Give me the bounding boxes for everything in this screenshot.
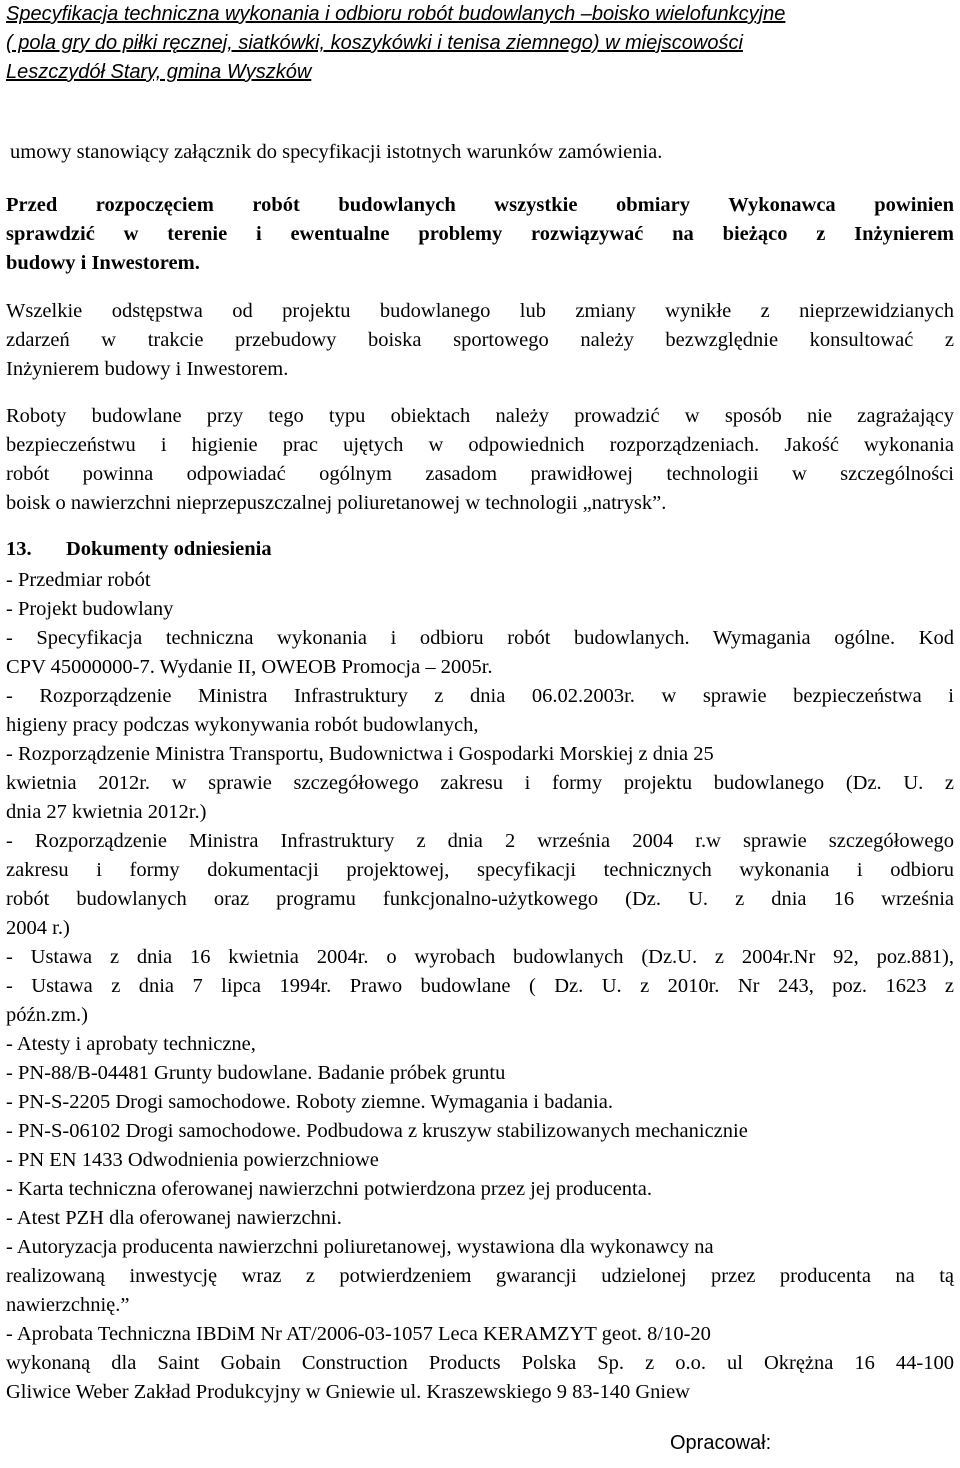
section-title: Dokumenty odniesienia xyxy=(66,538,272,560)
document-list-item: higieny pracy podczas wykonywania robót budowlanych, xyxy=(6,714,479,736)
paragraph-line: Przed rozpoczęciem robót budowlanych wszystkie obmiary Wykonawca powinien xyxy=(6,194,954,216)
document-list-item: dnia 27 kwietnia 2012r.) xyxy=(6,801,207,823)
paragraph-works xyxy=(6,402,954,518)
document-list-item: robót budowlanych oraz programu funkcjonalno-użytkowego (Dz. U. z dnia 16 września xyxy=(6,888,954,910)
document-list-item: wykonaną dla Saint Gobain Construction Products Polska Sp. z o.o. ul Okrężna 16 44-100 xyxy=(6,1352,954,1374)
paragraph-line: budowy i Inwestorem. xyxy=(6,252,200,274)
document-list-item: - Autoryzacja producenta nawierzchni poliuretanowej, wystawiona dla wykonawcy na xyxy=(6,1236,714,1258)
document-list-item: - Aprobata Techniczna IBDiM Nr AT/2006-03-1057 Leca KERAMZYT geot. 8/10-20 xyxy=(6,1323,711,1345)
section-heading xyxy=(6,538,954,561)
document-list-item: - Rozporządzenie Ministra Infrastruktury z dnia 06.02.2003r. w sprawie bezpieczeństwa i xyxy=(6,685,954,707)
paragraph-line: Inżynierem budowy i Inwestorem. xyxy=(6,358,289,380)
document-list-item: CPV 45000000-7. Wydanie II, OWEOB Promocja – 2005r. xyxy=(6,656,493,678)
document-list-item: - PN-S-06102 Drogi samochodowe. Podbudowa z kruszyw stabilizowanych mechanicznie xyxy=(6,1120,748,1142)
paragraph-line: sprawdzić w terenie i ewentualne problemy rozwiązywać na bieżąco z Inżynierem xyxy=(6,223,954,245)
document-list-item: - Rozporządzenie Ministra Infrastruktury z dnia 2 września 2004 r.w sprawie szczegółowego xyxy=(6,830,954,852)
signature-label: Opracował: xyxy=(670,1432,772,1454)
document-list-item: późn.zm.) xyxy=(6,1004,88,1026)
document-list-item: - Ustawa z dnia 16 kwietnia 2004r. o wyrobach budowlanych (Dz.U. z 2004r.Nr 92, poz.881), xyxy=(6,946,954,968)
header-line: ( pola gry do piłki ręcznej, siatkówki, koszykówki i tenisa ziemnego) w miejscowości xyxy=(6,32,743,54)
document-list-item: - PN-88/B-04481 Grunty budowlane. Badanie próbek gruntu xyxy=(6,1062,506,1084)
header-line: Leszczydół Stary, gmina Wyszków xyxy=(6,61,312,83)
document-list-item: - Specyfikacja techniczna wykonania i odbioru robót budowlanych. Wymagania ogólne. Kod xyxy=(6,627,954,649)
paragraph-line: Roboty budowlane przy tego typu obiektach należy prowadzić w sposób nie zagrażający xyxy=(6,405,954,427)
paragraph-measurements xyxy=(6,191,954,278)
document-list-item: - Przedmiar robót xyxy=(6,569,151,591)
section-number: 13. xyxy=(6,538,32,560)
document-list-item: realizowaną inwestycję wraz z potwierdzeniem gwarancji udzielonej przez producenta na tą xyxy=(6,1265,954,1287)
paragraph-line: bezpieczeństwu i higienie prac ujętych w odpowiednich rozporządzeniach. Jakość wykonania xyxy=(6,434,954,456)
document-list-item: nawierzchnię.” xyxy=(6,1294,130,1316)
paragraph-line: boisk o nawierzchni nieprzepuszczalnej poliuretanowej w technologii „natrysk”. xyxy=(6,492,667,514)
paragraph-line: zdarzeń w trakcie przebudowy boiska sportowego należy bezwzględnie konsultować z xyxy=(6,329,954,351)
intro-line: umowy stanowiący załącznik do specyfikacji istotnych warunków zamówienia. xyxy=(10,141,663,163)
document-list-item: - Atesty i aprobaty techniczne, xyxy=(6,1033,256,1055)
document-list-item: - PN EN 1433 Odwodnienia powierzchniowe xyxy=(6,1149,379,1171)
document-list-item: - Karta techniczna oferowanej nawierzchni potwierdzona przez jej producenta. xyxy=(6,1178,652,1200)
document-list-item: kwietnia 2012r. w sprawie szczegółowego zakresu i formy projektu budowlanego (Dz. U. z xyxy=(6,772,954,794)
paragraph-deviations xyxy=(6,297,954,384)
document-list-item: - Atest PZH dla oferowanej nawierzchni. xyxy=(6,1207,342,1229)
document-list-item: Gliwice Weber Zakład Produkcyjny w Gniewie ul. Kraszewskiego 9 83-140 Gniew xyxy=(6,1381,690,1403)
document-list-item: - Ustawa z dnia 7 lipca 1994r. Prawo budowlane ( Dz. U. z 2010r. Nr 243, poz. 1623 z xyxy=(6,975,954,997)
document-list-item: 2004 r.) xyxy=(6,917,70,939)
paragraph-line: robót powinna odpowiadać ogólnym zasadom prawidłowej technologii w szczególności xyxy=(6,463,954,485)
document-list-item: - PN-S-2205 Drogi samochodowe. Roboty ziemne. Wymagania i badania. xyxy=(6,1091,613,1113)
document-list-item: zakresu i formy dokumentacji projektowej, specyfikacji technicznych wykonania i odbioru xyxy=(6,859,954,881)
paragraph-line: Wszelkie odstępstwa od projektu budowlanego lub zmiany wynikłe z nieprzewidzianych xyxy=(6,300,954,322)
document-list-item: - Rozporządzenie Ministra Transportu, Budownictwa i Gospodarki Morskiej z dnia 25 xyxy=(6,743,714,765)
documents-list xyxy=(6,566,954,1407)
document-list-item: - Projekt budowlany xyxy=(6,598,174,620)
document-header xyxy=(6,0,954,87)
header-line: Specyfikacja techniczna wykonania i odbioru robót budowlanych –boisko wielofunkcyjne xyxy=(6,3,786,25)
